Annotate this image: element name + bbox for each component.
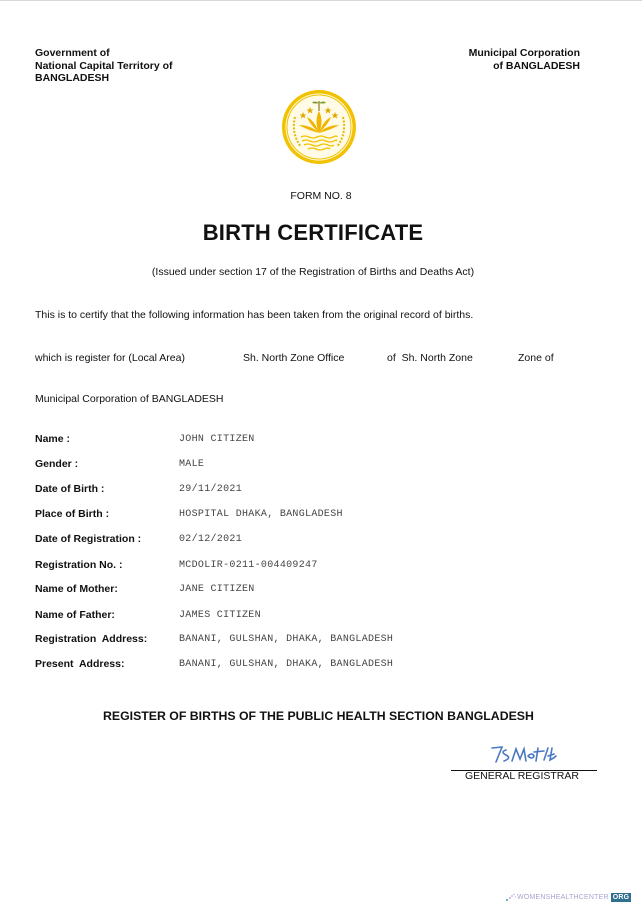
field-label: Date of Birth : [35,483,105,495]
header-municipal [469,47,580,72]
field-value: JOHN CITIZEN [179,434,255,445]
field-value: BANANI, GULSHAN, DHAKA, BANGLADESH [179,659,394,670]
field-label: Gender : [35,458,79,470]
register-line-zone: of Sh. North Zone [387,352,473,364]
field-label: Date of Registration : [35,533,142,545]
register-heading: REGISTER OF BIRTHS OF THE PUBLIC HEALTH SECTION BANGLADESH [103,709,534,723]
field-label: Registration Address: [35,633,148,645]
watermark [505,893,631,902]
header-right-line: Municipal Corporation [468,47,580,59]
field-label: Present Address: [35,658,125,670]
certificate-subtitle: (Issued under section 17 of the Registration of Births and Deaths Act) [151,266,475,278]
registrar-title: GENERAL REGISTRAR [465,770,579,782]
field-label: Registration No. : [35,559,123,571]
national-emblem-icon [281,89,357,165]
register-line-prefix: which is register for (Local Area) [35,352,185,364]
header-government [35,47,173,85]
register-line-office: Sh. North Zone Office [243,352,345,364]
field-label: Name of Mother: [35,583,118,595]
field-value: JANE CITIZEN [179,584,255,595]
watermark-dots-icon [505,893,517,902]
watermark-badge: ORG [612,894,630,901]
watermark-text: WOMENSHEALTHCENTER [517,894,609,901]
form-number: FORM NO. 8 [290,190,352,202]
field-value: HOSPITAL DHAKA, BANGLADESH [179,509,343,520]
field-value: JAMES CITIZEN [179,610,261,621]
register-line-suffix: Zone of [518,352,554,364]
field-label: Name : [35,433,71,445]
field-value: BANANI, GULSHAN, DHAKA, BANGLADESH [179,634,394,645]
field-value: 02/12/2021 [179,534,243,545]
field-label: Place of Birth : [35,508,110,520]
header-right-line: of BANGLADESH [493,59,580,72]
certificate-title: BIRTH CERTIFICATE [202,220,424,245]
certify-statement: This is to certify that the following information has been taken from the original record of births. [35,309,474,321]
header-left-line: Government of [35,47,110,59]
header-left-line: National Capital Territory of [35,59,173,72]
field-value: MCDOLIR-0211-004409247 [179,560,318,571]
page-top-border [0,0,642,1]
header-left-line: BANGLADESH [35,72,110,84]
field-label: Name of Father: [35,609,115,621]
signature-icon [488,742,558,766]
field-value: MALE [179,459,205,470]
corporation-line: Municipal Corporation of BANGLADESH [35,393,224,405]
field-value: 29/11/2021 [179,484,243,495]
